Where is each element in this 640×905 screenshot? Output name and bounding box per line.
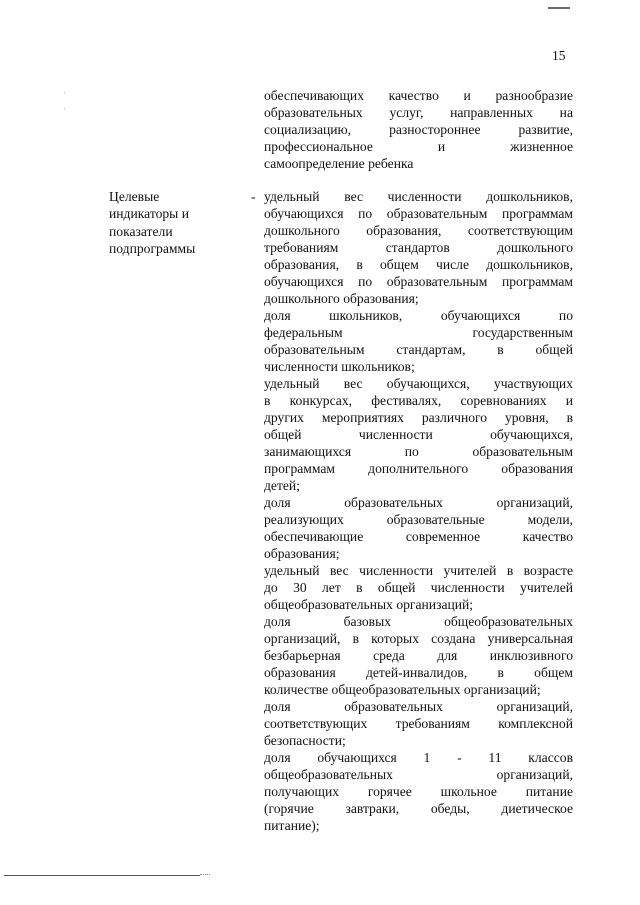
indicator-line: образования детей-инвалидов, в общем xyxy=(264,665,573,680)
indicator-line: обеспечивающие современное качество xyxy=(264,529,573,544)
indicator-line: общеобразовательных организаций; xyxy=(264,597,474,612)
indicator-line: получающих горячее школьное питание xyxy=(264,784,573,799)
indicator-line: дошкольного образования, соответствующим xyxy=(264,223,573,238)
indicator-line: доля образовательных организаций, xyxy=(264,495,573,510)
intro-paragraph xyxy=(264,87,573,172)
indicator-line: численности школьников; xyxy=(264,359,415,374)
footnote-rule-tail xyxy=(200,874,210,876)
indicator-line: количестве общеобразовательных организаций; xyxy=(264,682,541,697)
indicator-line: удельный вес численности учителей в возрасте xyxy=(264,563,573,578)
scan-speck xyxy=(64,92,65,93)
section-label-line: Целевые xyxy=(109,189,160,204)
indicator-line: до 30 лет в общей численности учителей xyxy=(264,580,573,595)
indicator-line: обучающихся по образовательным программам xyxy=(264,206,573,221)
section-label-line: подпрограммы xyxy=(109,241,196,257)
indicator-line: общей численности обучающихся, xyxy=(264,427,573,442)
indicator-line: детей; xyxy=(264,478,300,493)
indicator-line: в конкурсах, фестивалях, соревнованиях и xyxy=(264,393,573,408)
indicator-line: (горячие завтраки, обеды, диетическое xyxy=(264,801,573,816)
footnote-rule xyxy=(4,875,200,876)
indicator-line: питание); xyxy=(264,818,320,833)
indicator-line: общеобразовательных организаций, xyxy=(264,767,573,782)
indicator-line: занимающихся по образовательным xyxy=(264,444,573,459)
indicator-line: образования; xyxy=(264,546,340,561)
bullet-dash: - xyxy=(251,189,256,204)
intro-line: самоопределение ребенка xyxy=(264,156,414,171)
indicator-line: образовательным стандартам, в общей xyxy=(264,342,573,357)
indicator-line: федеральным государственным xyxy=(264,325,573,340)
intro-line: социализацию, разностороннее развитие, xyxy=(264,122,573,137)
indicator-line: обучающихся по образовательным программам xyxy=(264,274,573,289)
indicator-line: доля школьников, обучающихся по xyxy=(264,308,573,323)
indicator-line: безопасности; xyxy=(264,733,346,748)
indicator-line: безбарьерная среда для инклюзивного xyxy=(264,648,573,663)
section-label xyxy=(109,188,239,258)
indicator-line: удельный вес обучающихся, участвующих xyxy=(264,376,573,391)
indicator-line: доля базовых общеобразовательных xyxy=(264,614,573,629)
indicator-line: требованиям стандартов дошкольного xyxy=(264,240,573,255)
indicator-line: реализующих образовательные модели, xyxy=(264,512,573,527)
top-edge-mark xyxy=(548,7,570,9)
indicator-line: дошкольного образования; xyxy=(264,291,419,306)
intro-line: обеспечивающих качество и разнообразие xyxy=(264,88,573,103)
indicator-line: доля обучающихся 1 - 11 классов xyxy=(264,750,573,765)
page-number: 15 xyxy=(552,48,566,63)
indicator-line: удельный вес численности дошкольников, xyxy=(264,189,573,204)
indicator-line: других мероприятиях различного уровня, в xyxy=(264,410,573,425)
section-label-line: индикаторы и xyxy=(109,206,189,222)
indicator-line: соответствующих требованиям комплексной xyxy=(264,716,573,731)
section-label-line: показатели xyxy=(109,223,173,239)
scan-speck xyxy=(64,108,65,109)
indicator-line: образования, в общем числе дошкольников, xyxy=(264,257,573,272)
intro-line: профессиональное и жизненное xyxy=(264,139,573,154)
indicator-line: организаций, в которых создана универсальная xyxy=(264,631,573,646)
indicators-list xyxy=(264,188,573,834)
indicator-line: доля образовательных организаций, xyxy=(264,699,573,714)
indicator-line: программам дополнительного образования xyxy=(264,461,573,476)
intro-line: образовательных услуг, направленных на xyxy=(264,105,573,120)
